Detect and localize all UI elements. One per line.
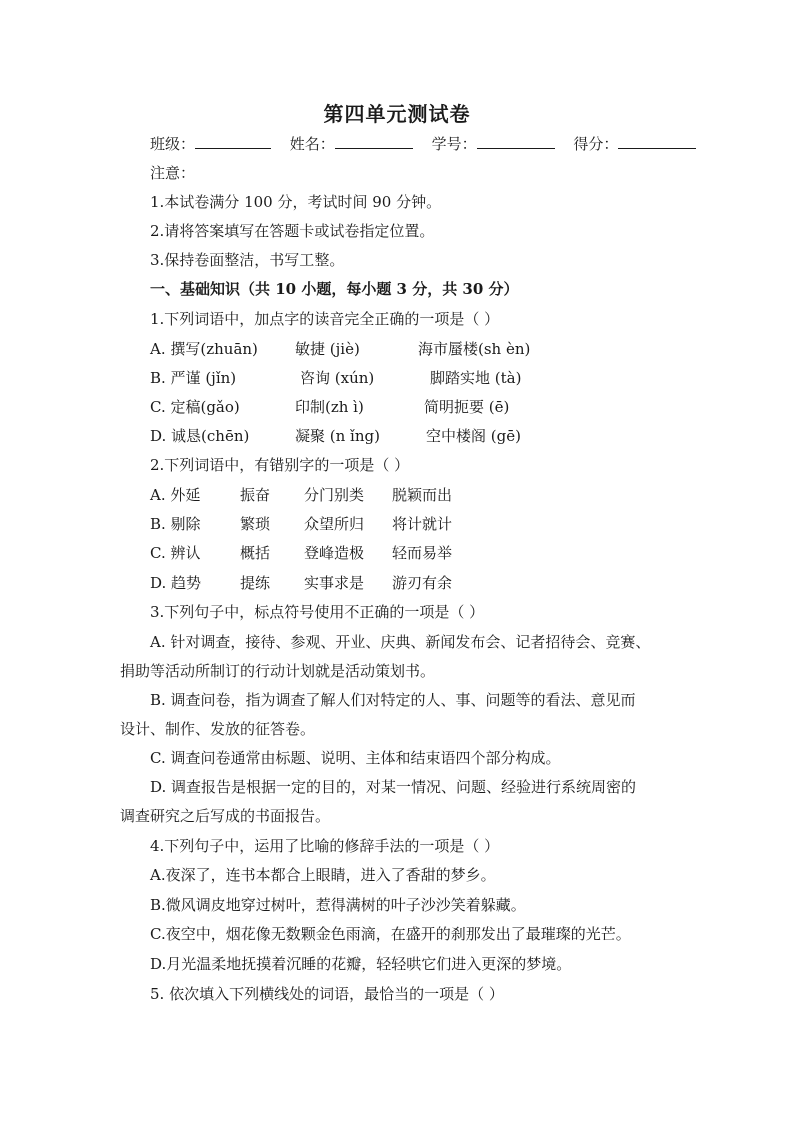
question-3-option-a-cont: 捐助等活动所制订的行动计划就是活动策划书。 <box>120 662 436 680</box>
word: 提练 <box>240 574 271 592</box>
question-4-option-b: B.微风调皮地穿过树叶，惹得满树的叶子沙沙笑着躲藏。 <box>150 896 526 914</box>
word: D. 诚恳(chēn) <box>150 427 250 445</box>
word: A. 外延 <box>150 486 201 504</box>
name-label: 姓名： <box>289 135 335 153</box>
word: 海市蜃楼(sh èn) <box>418 340 531 358</box>
question-3-option-d: D. 调查报告是根据一定的目的，对某一情况、问题、经验进行系统周密的 <box>150 778 637 796</box>
question-3-option-b: B. 调查问卷，指为调查了解人们对特定的人、事、问题等的看法、意见而 <box>150 691 636 709</box>
word: B. 剔除 <box>150 515 201 533</box>
word: 脱颖而出 <box>392 486 453 504</box>
word: 简明扼要 (ē) <box>424 398 510 416</box>
question-2-stem: 2.下列词语中，有错别字的一项是（ ） <box>150 456 410 474</box>
word: C. 辨认 <box>150 544 201 562</box>
class-label: 班级： <box>150 135 196 153</box>
word: C. 定稿(gǎo) <box>150 398 240 416</box>
word: 咨询 (xún) <box>300 369 375 387</box>
student-info-row <box>150 134 696 154</box>
question-3-option-d-cont: 调查研究之后写成的书面报告。 <box>120 807 331 825</box>
word: B. 严谨 (jǐn) <box>150 369 237 387</box>
name-blank[interactable] <box>335 134 413 149</box>
word: 繁琐 <box>240 515 271 533</box>
word: 概括 <box>240 544 271 562</box>
question-4-option-a: A.夜深了，连书本都合上眼睛，进入了香甜的梦乡。 <box>150 866 496 884</box>
id-label: 学号： <box>431 135 477 153</box>
word: 登峰造极 <box>304 544 365 562</box>
question-3-option-c: C. 调查问卷通常由标题、说明、主体和结束语四个部分构成。 <box>150 749 561 767</box>
word: 空中楼阁 (gē) <box>426 427 521 445</box>
question-5-stem: 5. 依次填入下列横线处的词语，最恰当的一项是（ ） <box>150 985 504 1003</box>
question-3-stem: 3.下列句子中，标点符号使用不正确的一项是（ ） <box>150 603 485 621</box>
id-blank[interactable] <box>477 134 555 149</box>
score-label: 得分： <box>573 135 619 153</box>
question-4-option-d: D.月光温柔地抚摸着沉睡的花瓣，轻轻哄它们进入更深的梦境。 <box>150 955 572 973</box>
question-1-stem: 1.下列词语中，加点字的读音完全正确的一项是（ ） <box>150 310 500 328</box>
word: 分门别类 <box>304 486 365 504</box>
word: 游刃有余 <box>392 574 453 592</box>
notice-item: 2.请将答案填写在答题卡或试卷指定位置。 <box>150 222 435 240</box>
notice-heading: 注意： <box>150 164 196 182</box>
word: 实事求是 <box>304 574 365 592</box>
word: 脚踏实地 (tà) <box>430 369 522 387</box>
question-4-option-c: C.夜空中，烟花像无数颗金色雨滴，在盛开的刹那发出了最璀璨的光芒。 <box>150 925 631 943</box>
word: 印制(zh ì) <box>295 398 364 416</box>
question-3-option-b-cont: 设计、制作、发放的征答卷。 <box>120 720 316 738</box>
word: A. 撰写(zhuān) <box>150 340 258 358</box>
word: 众望所归 <box>304 515 365 533</box>
class-blank[interactable] <box>195 134 271 149</box>
notice-item: 3.保持卷面整洁，书写工整。 <box>150 251 345 269</box>
word: 敏捷 (jiè) <box>295 340 360 358</box>
word: 振奋 <box>240 486 271 504</box>
word: 凝聚 (n ǐng) <box>295 427 380 445</box>
word: 将计就计 <box>392 515 453 533</box>
word: 轻而易举 <box>392 544 453 562</box>
notice-item: 1.本试卷满分 100 分，考试时间 90 分钟。 <box>150 193 442 211</box>
section-heading: 一、基础知识（共 10 小题，每小题 3 分，共 30 分） <box>150 280 519 298</box>
word: D. 趋势 <box>150 574 202 592</box>
question-4-stem: 4.下列句子中，运用了比喻的修辞手法的一项是（ ） <box>150 837 500 855</box>
score-blank[interactable] <box>618 134 696 149</box>
page-title: 第四单元测试卷 <box>323 102 471 126</box>
question-3-option-a: A. 针对调查，接待、参观、开业、庆典、新闻发布会、记者招待会、竞赛、 <box>150 633 651 651</box>
